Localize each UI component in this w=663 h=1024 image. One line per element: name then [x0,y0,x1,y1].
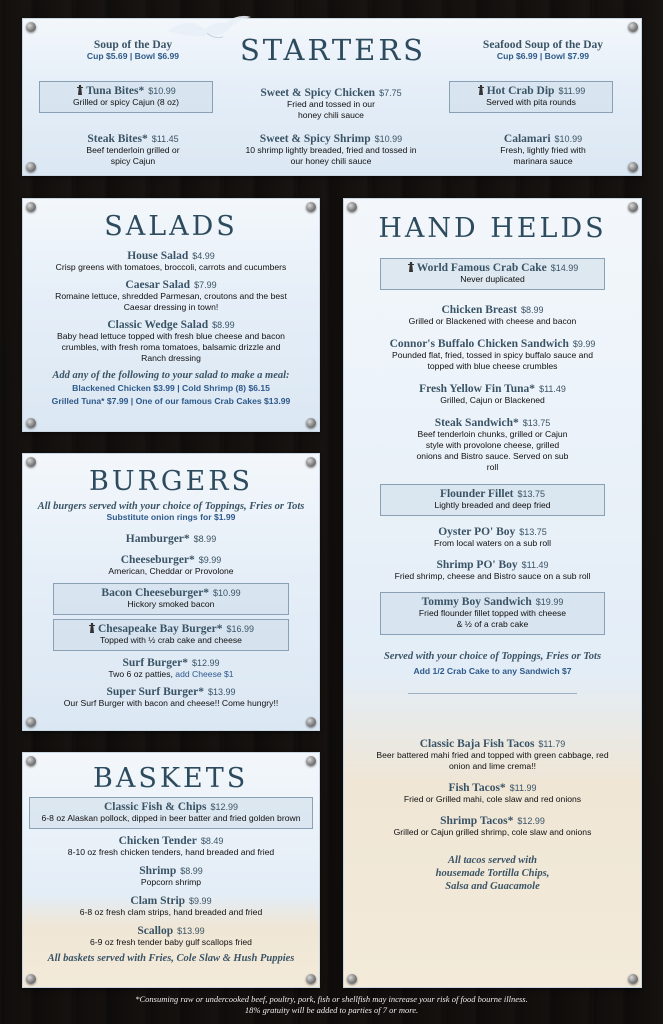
item-desc: Served with pita rounds [486,97,576,107]
item-price: Cup $5.69 | Bowl $6.99 [86,51,180,61]
lighthouse-icon [88,623,96,633]
menu-item [251,87,411,121]
menu-item [354,383,631,406]
item-name: Seafood Soup of the Day [482,39,604,51]
item-desc: Hickory smoked bacon [127,599,215,609]
burgers-panel [22,453,320,731]
starters-panel [22,18,642,176]
burgers-sub: Substitute onion rings for $1.99 [106,512,236,522]
item-desc: Grilled or Blackened with cheese and bacon [408,316,577,326]
pin-icon [306,756,316,766]
menu-item [354,338,631,372]
item-desc: 6-8 oz Alaskan pollock, dipped in beer batter and fried golden brown [41,813,301,823]
pin-icon [628,22,638,32]
item-name: Sweet & Spicy Shrimp [259,133,371,145]
item-name: Classic Wedge Salad [107,319,209,331]
menu-item [29,895,313,918]
item-price: $12.99 [517,816,545,826]
item-desc: 6-9 oz fresh tender baby gulf scallops fried [90,937,252,947]
footer-line: 18% gratuity will be added to parties of 7 or more. [244,1005,419,1016]
item-desc: Our Surf Burger with bacon and cheese!! Come hungry!! [63,698,279,708]
item-addon: add Cheese $1 [175,669,234,679]
item-price: $8.99 [180,866,203,876]
menu-item [33,319,309,364]
salad-addon-note: Add any of the following to your salad to make a meal: [52,370,290,381]
item-name: Shrimp Tacos* [440,815,514,827]
item-price: $8.49 [200,836,224,846]
item-price: $10.99 [374,134,403,144]
menu-item [354,782,631,805]
pin-icon [26,457,36,467]
tacos-note: All tacos served with housemade Tortilla Chips, Salsa and Guacamole [435,855,550,893]
item-desc: Fried shrimp, cheese and Bistro sauce on a sub roll [394,571,591,581]
item-name: Clam Strip [130,895,186,907]
pin-icon [628,974,638,984]
menu-item [241,133,421,167]
item-name: Hot Crab Dip [486,85,555,97]
baskets-title: BASKETS [93,763,249,794]
pin-icon [26,202,36,212]
menu-item-featured [380,592,605,635]
menu-item [33,657,309,680]
item-price: $13.99 [177,926,205,936]
item-name: Fish Tacos* [448,782,506,794]
item-desc: Beer battered mahi fried and topped with green cabbage, red onion and lime crema!! [376,750,609,771]
menu-item [33,554,309,577]
handhelds-note: Served with your choice of Toppings, Fries or Tots [383,651,602,662]
pin-icon [347,202,357,212]
item-price: $8.99 [193,534,217,544]
pin-icon [26,974,36,984]
item-price: $10.99 [554,134,583,144]
item-name: Tuna Bites* [86,85,145,97]
item-name: Chesapeake Bay Burger* [97,623,223,635]
item-name: Chicken Tender [118,835,197,847]
handhelds-panel [343,198,642,988]
item-name: Classic Fish & Chips [103,801,207,813]
item-name: Bacon Cheeseburger* [101,587,210,599]
item-name: World Famous Crab Cake [416,262,547,274]
lighthouse-icon [407,262,415,272]
menu-item [354,559,631,582]
item-desc: Fried and tossed in our honey chili sauce [287,99,375,120]
item-name: Flounder Fillet [439,488,514,500]
item-price: $9.99 [189,896,212,906]
menu-item [29,835,313,858]
item-name: Classic Baja Fish Tacos [419,738,535,750]
item-price: $13.99 [208,687,236,697]
pin-icon [628,202,638,212]
item-desc: Beef tenderloin chunks, grilled or Cajun style with provolone cheese, grilled onions and Bistro sauce. Served on sub roll [416,429,569,472]
item-desc: 10 shrimp lightly breaded, fried and tossed in our honey chili sauce [245,145,417,166]
item-name: Super Surf Burger* [106,686,204,698]
item-desc: Pounded flat, fried, tossed in spicy buffalo sauce and topped with blue cheese crumbles [392,350,593,371]
salads-title: SALADS [104,211,238,242]
pin-icon [26,717,36,727]
item-desc: Fried flounder fillet topped with cheese & ½ of a crab cake [418,608,567,629]
item-desc: Popcorn shrimp [140,877,202,887]
item-name: Soup of the Day [93,39,173,51]
lighthouse-icon [477,85,485,95]
item-desc: Topped with ½ crab cake and cheese [100,635,242,645]
item-price: $14.99 [550,263,579,273]
menu-item-featured [380,258,605,290]
pin-icon [347,974,357,984]
baskets-note: All baskets served with Fries, Cole Slaw & Hush Puppies [47,953,295,964]
menu-item-featured [39,81,213,113]
menu-item [354,815,631,838]
salads-panel [22,198,320,432]
item-price: $4.99 [192,251,215,261]
divider [408,693,577,694]
menu-item-featured [380,484,605,516]
baskets-panel [22,752,320,988]
item-price: $13.75 [519,527,547,537]
item-price: $9.99 [198,555,222,565]
pin-icon [306,457,316,467]
menu-item-featured [449,81,613,113]
pin-icon [26,756,36,766]
menu-item [354,304,631,327]
footer-line: *Consuming raw or undercooked beef, poultry, pork, fish or shellfish may increase your risk of food bourne illness. [135,994,528,1004]
item-desc: American, Cheddar or Provolone [108,566,234,576]
burgers-note: All burgers served with your choice of Toppings, Fries or Tots [37,501,305,512]
starters-title: STARTERS [239,33,427,67]
item-price: $8.99 [520,305,544,315]
item-desc: Lightly breaded and deep fried [434,500,551,510]
item-name: Surf Burger* [122,657,188,669]
item-desc: Romaine lettuce, shredded Parmesan, croutons and the best Caesar dressing in town! [55,291,287,312]
item-desc: Two 6 oz patties, [108,669,173,679]
item-name: Sweet & Spicy Chicken [260,87,376,99]
item-price: $9.99 [572,339,596,349]
item-price: Cup $6.99 | Bowl $7.99 [496,51,590,61]
item-price: $10.99 [213,588,241,598]
item-name: Fresh Yellow Fin Tuna* [419,383,536,395]
handhelds-add: Add 1/2 Crab Cake to any Sandwich $7 [413,666,572,676]
menu-item [29,865,313,888]
item-desc: Fried or Grilled mahi, cole slaw and red onions [403,794,582,804]
menu-item [354,417,631,473]
item-price: $8.99 [212,320,235,330]
item-price: $11.99 [509,783,537,793]
item-desc: Beef tenderloin grilled or spicy Cajun [86,145,180,166]
item-price: $16.99 [226,624,255,634]
item-desc: Grilled or spicy Cajun (8 oz) [72,97,180,107]
item-desc: 6-8 oz fresh clam strips, hand breaded and fried [79,907,263,917]
menu-item [53,39,213,62]
salad-addon-line: Grilled Tuna* $7.99 | One of our famous Crab Cakes $13.99 [51,396,291,406]
menu-item [354,738,631,772]
item-name: Hamburger* [125,533,190,545]
item-price: $11.49 [539,384,566,394]
item-price: $11.45 [151,134,179,144]
pin-icon [306,202,316,212]
menu-item [33,686,309,709]
item-price: $11.99 [558,86,586,96]
menu-item [33,533,309,545]
lighthouse-icon [76,85,84,95]
item-price: $12.99 [210,802,239,812]
pin-icon [26,418,36,428]
menu-item-featured [53,583,289,615]
handhelds-title: HAND HELDS [378,213,607,244]
item-name: Connor's Buffalo Chicken Sandwich [389,338,569,350]
pin-icon [628,162,638,172]
item-desc: Grilled or Cajun grilled shrimp, cole slaw and onions [393,827,592,837]
item-name: Shrimp [139,865,177,877]
item-desc: Crisp greens with tomatoes, broccoli, carrots and cucumbers [55,262,287,272]
item-desc: Baby head lettuce topped with fresh blue cheese and bacon crumbles, with fresh roma tomatoes, balsamic drizzle and Ranch dressing [57,331,285,363]
item-name: Chicken Breast [441,304,517,316]
item-name: Scallop [137,925,174,937]
item-name: Cheeseburger* [120,554,195,566]
pin-icon [26,22,36,32]
item-price: $10.99 [148,86,176,96]
menu-item [53,133,213,167]
item-price: $7.99 [194,280,217,290]
item-name: Steak Bites* [87,133,148,145]
menu-item [354,526,631,549]
item-name: Tommy Boy Sandwich [421,596,532,608]
item-price: $13.75 [517,489,546,499]
item-name: House Salad [127,250,189,262]
item-desc: From local waters on a sub roll [433,538,551,548]
item-price: $12.99 [191,658,220,668]
menu-item [463,39,623,62]
menu-item [33,250,309,273]
pin-icon [306,974,316,984]
item-desc: Fresh, lightly fried with marinara sauce [500,145,586,166]
menu-item [33,279,309,313]
pin-icon [306,717,316,727]
item-desc: 8-10 oz fresh chicken tenders, hand breaded and fried [67,847,275,857]
footer-disclaimer [0,994,663,1016]
item-name: Calamari [503,133,551,145]
burgers-title: BURGERS [88,466,254,497]
menu-item [29,925,313,948]
salad-addon-line: Blackened Chicken $3.99 | Cold Shrimp (8) $6.15 [72,383,270,393]
item-price: $19.99 [535,597,564,607]
item-price: $11.79 [538,739,566,749]
item-name: Caesar Salad [125,279,191,291]
item-desc: Never duplicated [460,274,525,284]
item-price: $7.75 [379,88,402,98]
item-name: Steak Sandwich* [434,417,519,429]
item-name: Shrimp PO' Boy [436,559,518,571]
menu-item-featured [29,797,313,829]
menu-item [463,133,623,167]
item-name: Oyster PO' Boy [438,526,516,538]
pin-icon [26,162,36,172]
menu-item-featured [53,619,289,651]
item-price: $13.75 [522,418,551,428]
pin-icon [306,418,316,428]
item-price: $11.49 [521,560,549,570]
item-desc: Grilled, Cajun or Blackened [440,395,545,405]
